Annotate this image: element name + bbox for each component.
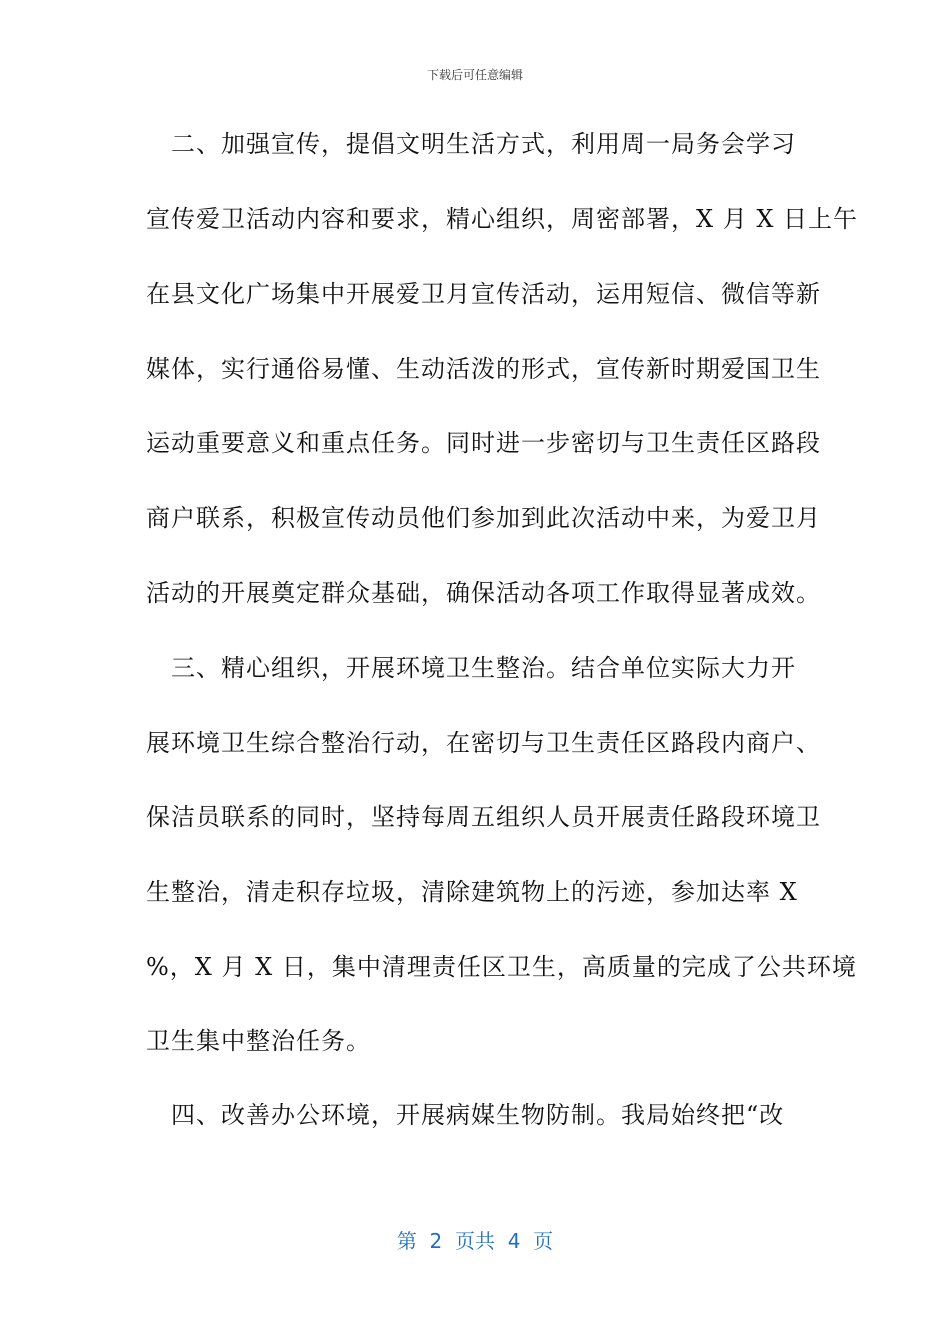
paragraph-line: 四、改善办公环境，开展病媒生物防制。我局始终把“改	[146, 1101, 785, 1129]
page-header: 下载后可任意编辑	[426, 68, 523, 82]
paragraph-line: 卫生集中整治任务。	[146, 1027, 371, 1055]
paragraph-line: 媒体，实行通俗易懂、生动活泼的形式，宣传新时期爱国卫生	[146, 355, 821, 383]
paragraph-line: 运动重要意义和重点任务。同时进一步密切与卫生责任区路段	[146, 429, 821, 457]
page-number-footer: 第 2 页共 4 页	[396, 1229, 554, 1253]
paragraph-line: 三、精心组织，开展环境卫生整治。结合单位实际大力开	[146, 654, 796, 682]
paragraph-line: %，X 月 X 日，集中清理责任区卫生，高质量的完成了公共环境	[146, 953, 857, 981]
paragraph-line: 宣传爱卫活动内容和要求，精心组织，周密部署，X 月 X 日上午	[146, 205, 859, 233]
paragraph-line: 展环境卫生综合整治行动，在密切与卫生责任区路段内商户、	[146, 729, 821, 757]
paragraph-line: 保洁员联系的同时，坚持每周五组织人员开展责任路段环境卫	[146, 803, 821, 831]
paragraph-line: 商户联系，积极宣传动员他们参加到此次活动中来，为爱卫月	[146, 504, 821, 532]
paragraph-line: 生整治，清走积存垃圾，清除建筑物上的污迹，参加达率 X	[146, 878, 798, 906]
paragraph-line: 活动的开展奠定群众基础，确保活动各项工作取得显著成效。	[146, 579, 821, 607]
paragraph-line: 二、加强宣传，提倡文明生活方式，利用周一局务会学习	[146, 130, 796, 158]
paragraph-line: 在县文化广场集中开展爱卫月宣传活动，运用短信、微信等新	[146, 280, 821, 308]
